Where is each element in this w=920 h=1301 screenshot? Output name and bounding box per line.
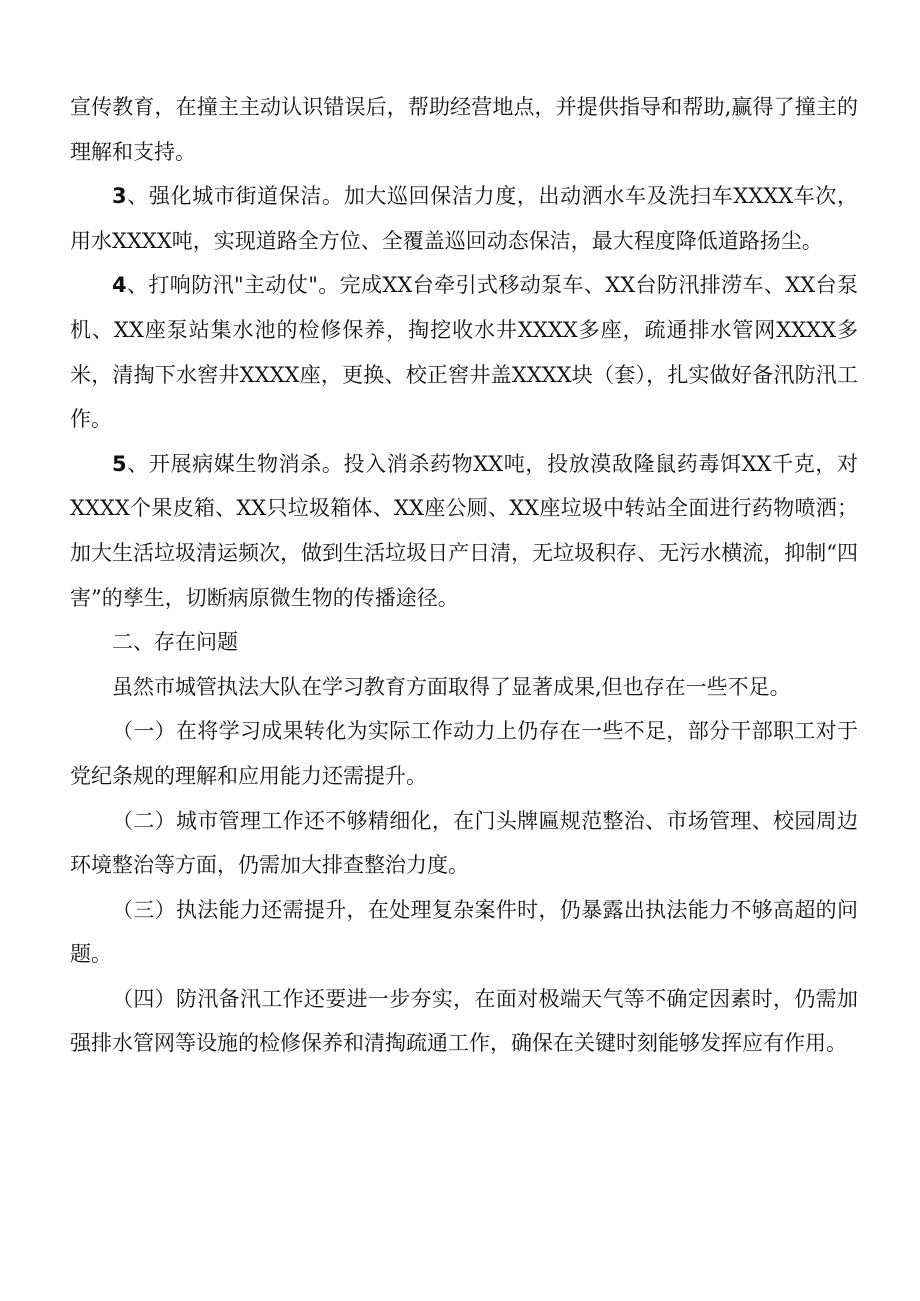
paragraph-text: 、开展病媒生物消杀。投入消杀药物XX吨，投放漠敌隆鼠药毒饵XX千克，对XXXX个果皮箱、XX只垃圾箱体、XX座公厕、XX座垃圾中转站全面进行药物喷洒；加大生活垃圾清运频次，做到生活垃圾日产日清，无垃圾积存、无污水横流，抑制“四害”的孳生，切断病原微生物的传播途径。 xyxy=(70,451,858,610)
section-heading: 二、存在问题 xyxy=(112,630,238,655)
issue-item-1: （一）在将学习成果转化为实际工作动力上仍存在一些不足，部分干部职工对于党纪条规的理解和应用能力还需提升。 xyxy=(70,719,858,788)
paragraph-continued: 宣传教育，在撞主主动认识错误后，帮助经营地点，并提供指导和帮助,赢得了撞主的理解和支持。 xyxy=(70,95,858,164)
paragraph-text: 、强化城市街道保洁。加大巡回保洁力度，出动洒水车及洗扫车XXXX车次，用水XXXX吨，实现道路全方位、全覆盖巡回动态保洁，最大程度降低道路扬尘。 xyxy=(70,184,858,253)
item-number: 3 xyxy=(112,184,127,209)
paragraph-item-3 xyxy=(70,174,858,263)
paragraph-item-5 xyxy=(70,442,858,620)
item-number: 4 xyxy=(112,273,127,298)
issue-item-3: （三）执法能力还需提升，在处理复杂案件时，仍暴露出执法能力不够高超的问题。 xyxy=(70,897,858,967)
issue-item-4: （四）防汛备汛工作还要进一步夯实，在面对极端天气等不确定因素时，仍需加强排水管网等设施的检修保养和清掏疏通工作，确保在关键时刻能够发挥应有作用。 xyxy=(70,986,858,1056)
issue-item-2: （二）城市管理工作还不够精细化，在门头牌匾规范整治、市场管理、校园周边环境整治等方面，仍需加大排查整治力度。 xyxy=(70,808,858,878)
paragraph-item-4 xyxy=(70,263,858,441)
paragraph-text: 、打响防汛"主动仗"。完成XX台牵引式移动泵车、XX台防汛排涝车、XX台泵机、XX座泵站集水池的检修保养，掏挖收水井XXXX多座，疏通排水管网XXXX多米，清掏下水窖井XXXX座，更换、校正窖井盖XXXX块（套），扎实做好备汛防汛工作。 xyxy=(70,273,858,432)
item-number: 5 xyxy=(112,451,127,476)
section-intro: 虽然市城管执法大队在学习教育方面取得了显著成果,但也存在一些不足。 xyxy=(112,674,791,699)
